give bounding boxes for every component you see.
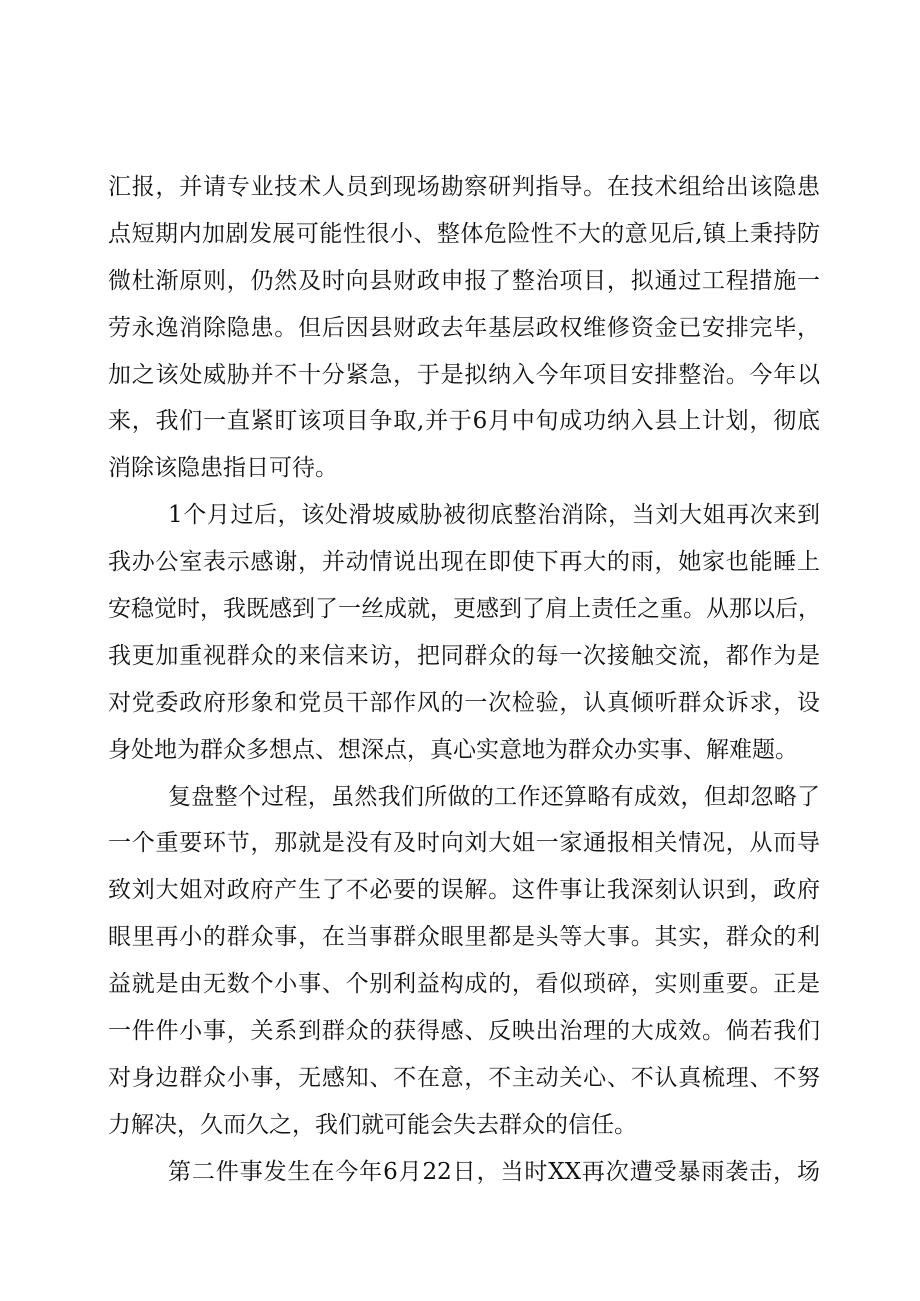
paragraph-3-line-8: 力解决，久而久之，我们就可能会失去群众的信任。 (108, 1111, 637, 1138)
paragraph-3-line-5: 益就是由无数个小事、个别利益构成的，看似琐碎，实则重要。正是 (108, 971, 820, 998)
paragraph-3-line-3: 致刘大姐对政府产生了不必要的误解。这件事让我深刻认识到，政府 (108, 877, 820, 904)
paragraph-1-line-1: 汇报，并请专业技术人员到现场勘察研判指导。在技术组给出该隐患 (108, 174, 820, 200)
paragraph-1-line-5: 加之该处威胁并不十分紧急，于是拟纳入今年项目安排整治。今年以 (108, 361, 820, 388)
paragraph-2-line-5: 对党委政府形象和党员干部作风的一次检验，认真倾听群众诉求，设 (108, 689, 820, 716)
paragraph-3-line-4: 眼里再小的群众事，在当事群众眼里都是头等大事。其实，群众的利 (108, 924, 820, 951)
paragraph-2-line-6: 身处地为群众多想点、想深点，真心实意地为群众办实事、解难题。 (108, 736, 798, 763)
paragraph-3-line-2: 一个重要环节，那就是没有及时向刘大姐一家通报相关情况，从而导 (108, 830, 820, 857)
paragraph-3-line-1: 复盘整个过程，虽然我们所做的工作还算略有成效，但却忽略了 (168, 783, 820, 810)
paragraph-3-line-7: 对身边群众小事，无感知、不在意，不主动关心、不认真梳理、不努 (108, 1064, 820, 1091)
document-body (108, 164, 820, 1196)
paragraph-4-line-1: 第二件事发生在今年6月22日，当时XX再次遭受暴雨袭击，场 (168, 1158, 820, 1185)
paragraph-2-line-3: 安稳觉时，我既感到了一丝成就，更感到了肩上责任之重。从那以后， (108, 596, 821, 623)
paragraph-1-line-2: 点短期内加剧发展可能性很小、整体危险性不大的意见后,镇上秉持防 (108, 220, 820, 247)
paragraph-1-line-7: 消除该隐患指日可待。 (108, 455, 338, 482)
paragraph-1-line-6: 来，我们一直紧盯该项目争取,并于6月中旬成功纳入县上计划，彻底 (108, 408, 820, 435)
paragraph-2-line-4: 我更加重视群众的来信来访，把同群众的每一次接触交流，都作为是 (108, 642, 820, 669)
paragraph-1-line-3: 微杜渐原则，仍然及时向县财政申报了整治项目，拟通过工程措施一 (108, 267, 820, 294)
paragraph-1-line-4: 劳永逸消除隐患。但后因县财政去年基层政权维修资金已安排完毕， (108, 314, 820, 341)
paragraph-2-line-1: 1个月过后，该处滑坡威胁被彻底整治消除，当刘大姐再次来到 (168, 502, 820, 529)
paragraph-3-line-6: 一件件小事，关系到群众的获得感、反映出治理的大成效。倘若我们 (108, 1018, 820, 1045)
paragraph-2-line-2: 我办公室表示感谢，并动情说出现在即使下再大的雨，她家也能睡上 (108, 549, 820, 576)
